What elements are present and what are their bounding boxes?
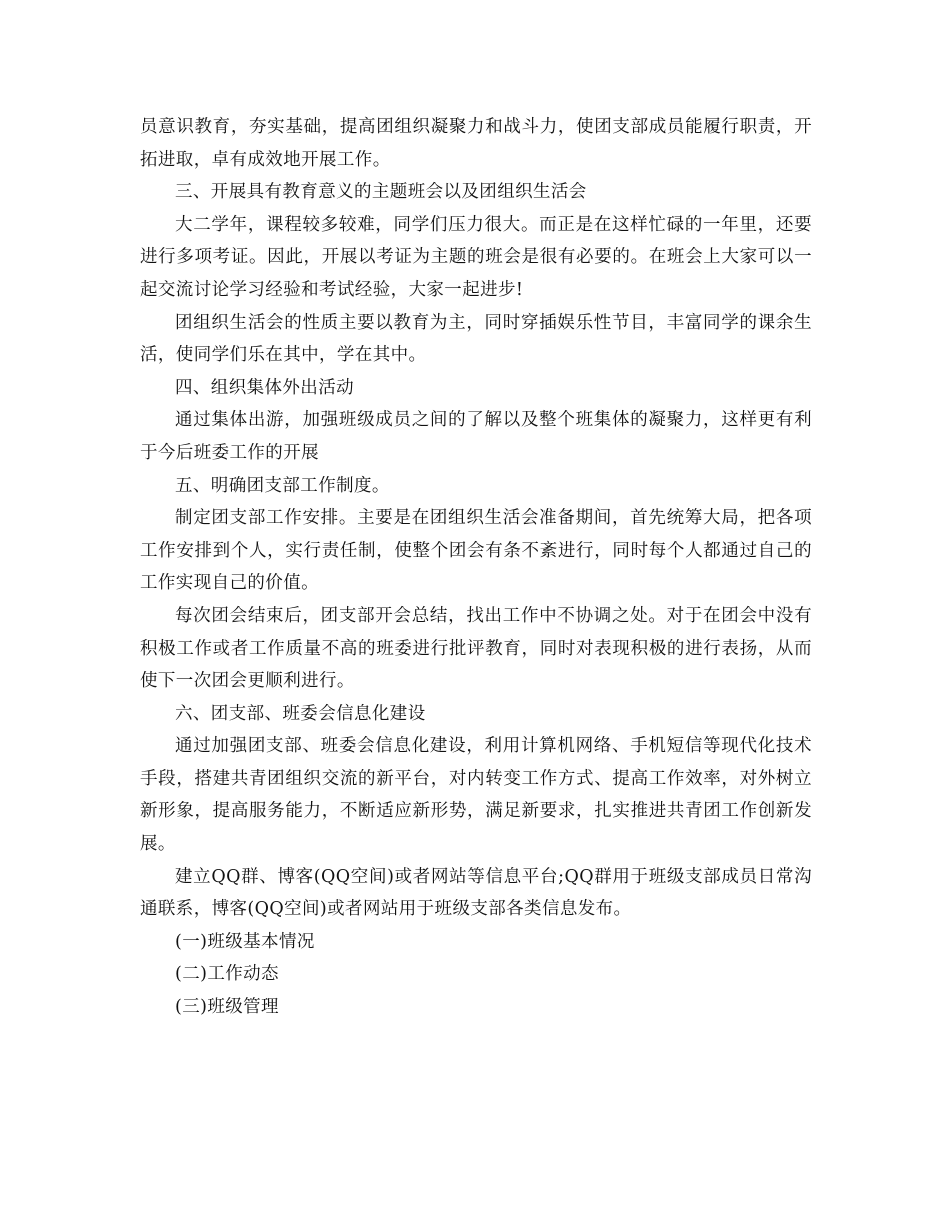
- paragraph: 每次团会结束后，团支部开会总结，找出工作中不协调之处。对于在团会中没有积极工作或者工作质量不高的班委进行批评教育，同时对表现积极的进行表扬，从而使下一次团会更顺利进行。: [140, 605, 812, 692]
- section-heading-4: 四、组织集体外出活动: [175, 377, 354, 398]
- paragraph: 团组织生活会的性质主要以教育为主，同时穿插娱乐性节目，丰富同学的课余生活，使同学们乐在其中，学在其中。: [140, 312, 812, 366]
- section-heading-3: 三、开展具有教育意义的主题班会以及团组织生活会: [175, 182, 587, 203]
- paragraph: 制定团支部工作安排。主要是在团组织生活会准备期间，首先统筹大局，把各项工作安排到个人，实行责任制，使整个团会有条不紊进行，同时每个人都通过自己的工作实现自己的价值。: [140, 508, 812, 594]
- list-item: (一)班级基本情况: [175, 931, 315, 952]
- paragraph: 建立QQ群、博客(QQ空间)或者网站等信息平台;QQ群用于班级支部成员日常沟通联系，博客(QQ空间)或者网站用于班级支部各类信息发布。: [140, 866, 812, 920]
- section-heading-5: 五、明确团支部工作制度。: [175, 475, 390, 496]
- paragraph: 大二学年，课程较多较难，同学们压力很大。而正是在这样忙碌的一年里，还要进行多项考证。因此，开展以考证为主题的班会是很有必要的。在班会上大家可以一起交流讨论学习经验和考试经验，大家一起进步!: [140, 214, 812, 300]
- section-heading-6: 六、团支部、班委会信息化建设: [175, 703, 426, 724]
- document-body: [140, 111, 812, 1024]
- paragraph: 通过加强团支部、班委会信息化建设，利用计算机网络、手机短信等现代化技术手段，搭建共青团组织交流的新平台，对内转变工作方式、提高工作效率，对外树立新形象，提高服务能力，不断适应新形势，满足新要求，扎实推进共青团工作创新发展。: [140, 736, 812, 855]
- paragraph-continuation: 员意识教育，夯实基础，提高团组织凝聚力和战斗力，使团支部成员能履行职责，开拓进取，卓有成效地开展工作。: [140, 117, 812, 170]
- list-item: (二)工作动态: [175, 964, 279, 985]
- paragraph: 通过集体出游，加强班级成员之间的了解以及整个班集体的凝聚力，这样更有利于今后班委工作的开展: [140, 410, 812, 463]
- list-item: (三)班级管理: [175, 997, 279, 1018]
